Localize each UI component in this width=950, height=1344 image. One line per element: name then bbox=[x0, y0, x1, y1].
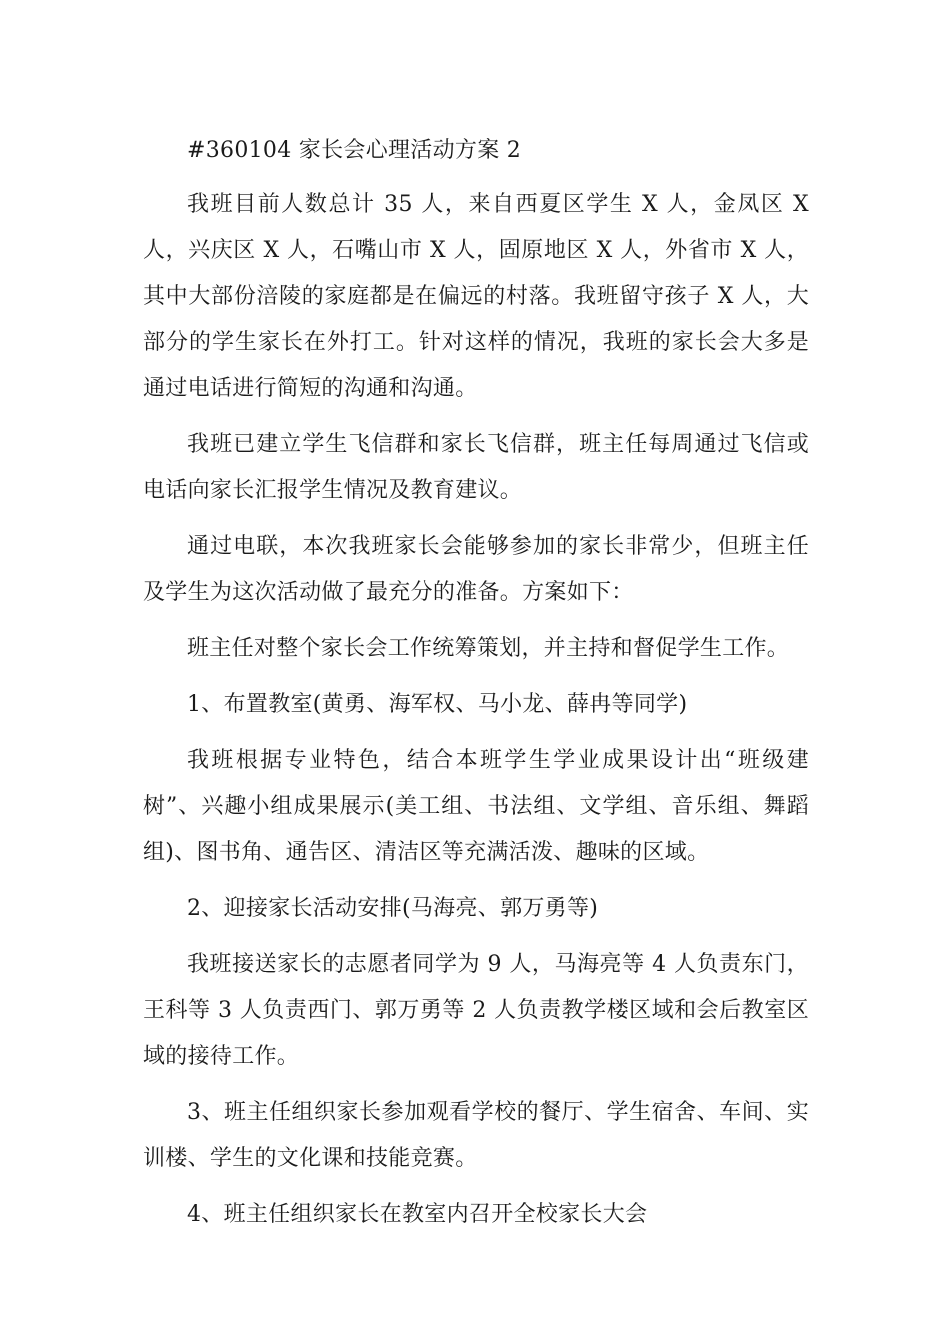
item-1-heading: 1、布置教室(黄勇、海军权、马小龙、薛冉等同学) bbox=[187, 692, 688, 717]
document-title: #360104 家长会心理活动方案 2 bbox=[187, 138, 522, 163]
item-4: 4、班主任组织家长在教室内召开全校家长大会 bbox=[187, 1202, 648, 1227]
item-3: 3、班主任组织家长参加观看学校的餐厅、学生宿舍、车间、实训楼、学生的文化课和技能竞赛。 bbox=[143, 1100, 809, 1171]
document-body bbox=[143, 128, 809, 1248]
paragraph-fetion-groups: 我班已建立学生飞信群和家长飞信群，班主任每周通过飞信或电话向家长汇报学生情况及教育建议。 bbox=[143, 432, 809, 503]
item-2-heading: 2、迎接家长活动安排(马海亮、郭万勇等) bbox=[187, 896, 599, 921]
paragraph-teacher-planning: 班主任对整个家长会工作统筹策划，并主持和督促学生工作。 bbox=[187, 636, 790, 661]
item-1-detail: 我班根据专业特色，结合本班学生学业成果设计出“班级建树”、兴趣小组成果展示(美工组、书法组、文学组、音乐组、舞蹈组)、图书角、通告区、清洁区等充满活泼、趣味的区域。 bbox=[143, 748, 809, 865]
item-2-detail: 我班接送家长的志愿者同学为 9 人，马海亮等 4 人负责东门，王科等 3 人负责西门、郭万勇等 2 人负责教学楼区域和会后教室区域的接待工作。 bbox=[143, 952, 809, 1069]
paragraph-class-overview: 我班目前人数总计 35 人，来自西夏区学生 X 人，金凤区 X 人，兴庆区 X 人，石嘴山市 X 人，固原地区 X 人，外省市 X 人，其中大部份涪陵的家庭都是在偏远的村落。我班留守孩子 X 人，大部分的学生家长在外打工。针对这样的情况，我班的家长会大多是通过电话进行简短的沟通和沟通。 bbox=[143, 192, 809, 401]
paragraph-preparation: 通过电联，本次我班家长会能够参加的家长非常少，但班主任及学生为这次活动做了最充分的准备。方案如下： bbox=[143, 534, 809, 605]
